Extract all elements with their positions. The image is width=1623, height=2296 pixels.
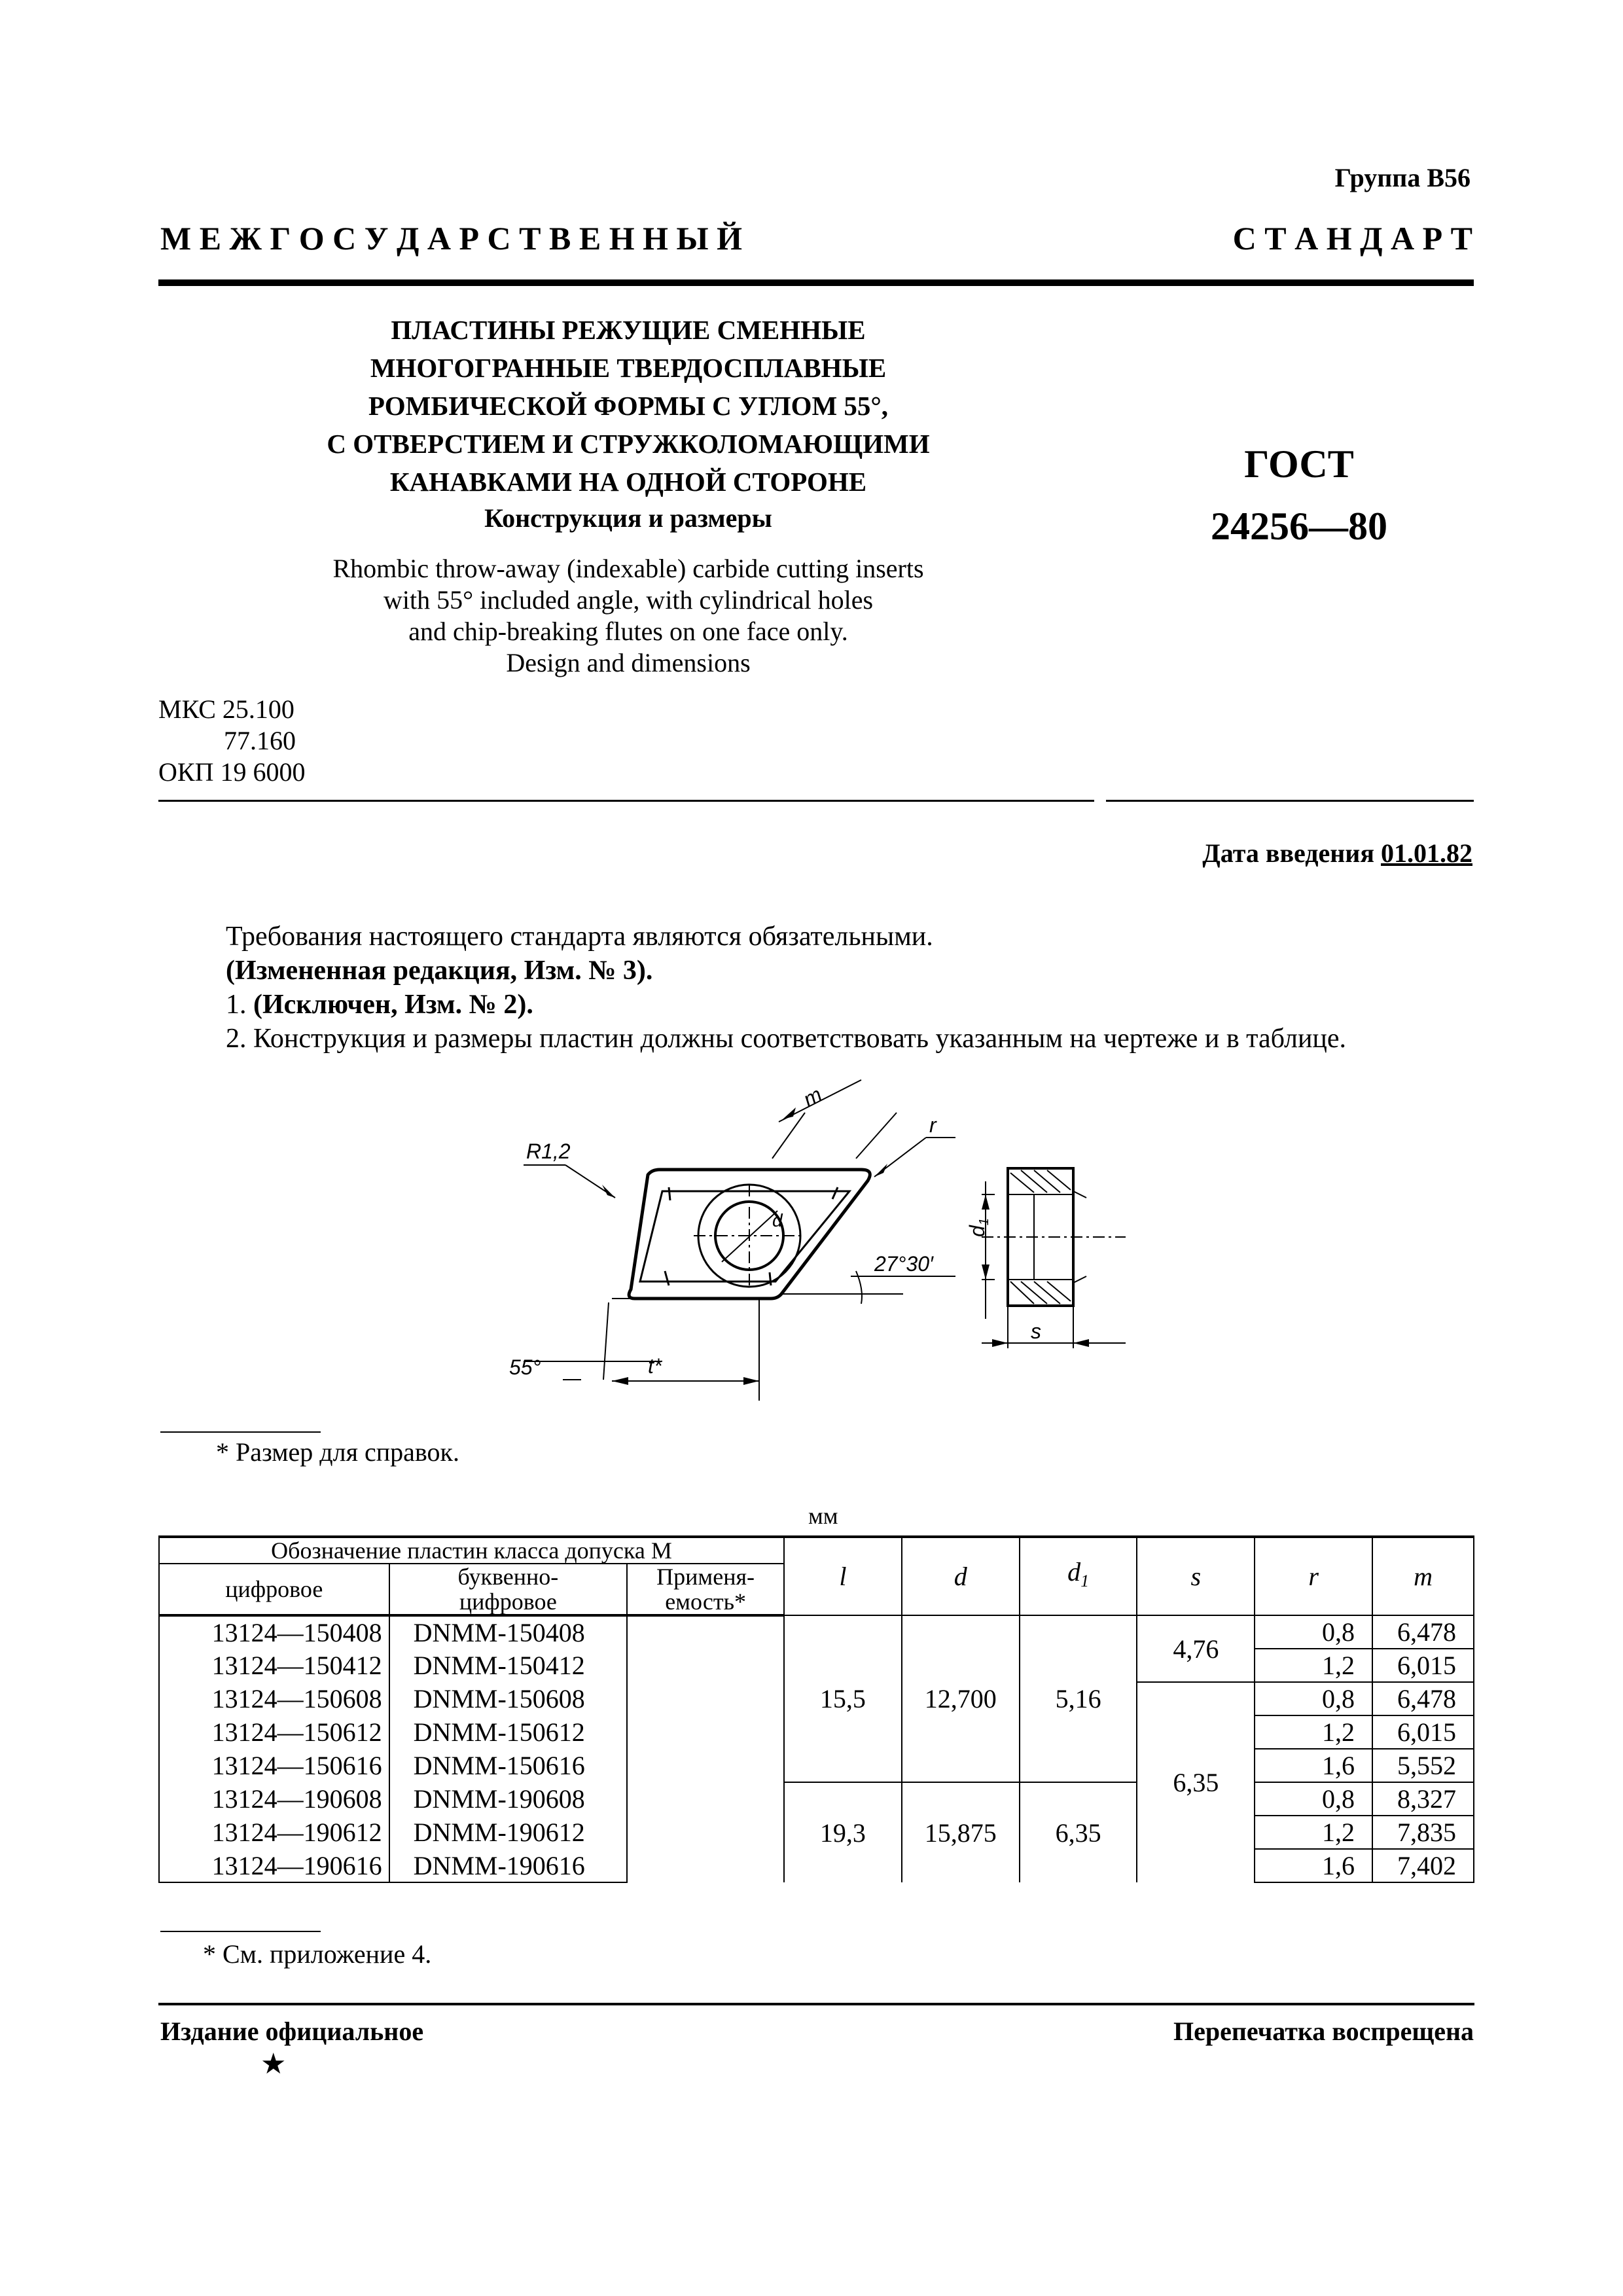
body-text	[226, 920, 1482, 1056]
header-designation: Обозначение пластин класса допуска М	[159, 1537, 784, 1564]
insert-drawing	[497, 1060, 1139, 1401]
cell-alnum: DNMM-150412	[389, 1649, 628, 1682]
header-digital: цифровое	[159, 1564, 389, 1615]
label-s: s	[1031, 1319, 1041, 1343]
label-angle-55: 55°	[509, 1355, 541, 1379]
section-view	[982, 1168, 1126, 1348]
header-applicability: Применя- емость*	[627, 1564, 784, 1615]
rhombus-view	[524, 1080, 955, 1401]
cell-m: 8,327	[1372, 1782, 1474, 1816]
subtitle: Конструкция и размеры	[484, 503, 772, 533]
cell-m: 6,478	[1372, 1615, 1474, 1649]
gost-number: 24256—80	[1211, 505, 1387, 548]
footnote-rule	[160, 1431, 321, 1433]
cell-d1: 5,16	[1020, 1615, 1137, 1782]
label-d: d	[772, 1210, 783, 1230]
star-icon: ★	[260, 2048, 287, 2080]
paragraph: Требования настоящего стандарта являются обязательными.	[226, 922, 933, 952]
standard-banner	[160, 219, 1472, 257]
cell-r: 0,8	[1255, 1782, 1372, 1816]
header-r: r	[1255, 1537, 1372, 1615]
banner-word-1: М Е Ж Г О С У Д А Р С Т В Е Н Н Ы Й	[160, 220, 742, 257]
item-note: (Исключен, Изм. № 2).	[253, 990, 533, 1020]
cell-alnum: DNMM-190616	[389, 1849, 628, 1882]
header-rule	[158, 279, 1474, 286]
intro-date-value: 01.01.82	[1381, 838, 1472, 868]
cell-digital: 13124—150608	[159, 1682, 389, 1715]
title-line: С ОТВЕРСТИЕМ И СТРУЖКОЛОМАЮЩИМИ	[327, 429, 930, 459]
title-en-line: with 55° included angle, with cylindrical holes	[383, 585, 874, 615]
cell-m: 6,478	[1372, 1682, 1474, 1715]
classifiers	[158, 694, 305, 788]
reprint-notice: Перепечатка воспрещена	[1173, 2017, 1474, 2046]
mks-code: 77.160	[224, 726, 296, 755]
label-d1: d1	[965, 1218, 991, 1237]
cell-digital: 13124—150616	[159, 1749, 389, 1782]
header-l: l	[784, 1537, 902, 1615]
cell-s: 6,35	[1137, 1682, 1255, 1882]
cell-applicability	[627, 1615, 784, 1882]
mks-code: МКС 25.100	[158, 694, 294, 724]
cell-d1: 6,35	[1020, 1782, 1137, 1882]
okp-code: ОКП 19 6000	[158, 757, 306, 787]
cell-alnum: DNMM-150408	[389, 1615, 628, 1649]
table-row	[159, 1782, 1474, 1816]
drawing-labels	[509, 1083, 1041, 1379]
title-line: МНОГОГРАННЫЕ ТВЕРДОСПЛАВНЫЕ	[370, 353, 887, 383]
footnote-appendix: * См. приложение 4.	[203, 1939, 432, 1969]
item-number: 1.	[226, 990, 253, 1020]
cell-alnum: DNMM-150608	[389, 1682, 628, 1715]
banner-word-2: С Т А Н Д А Р Т	[1232, 220, 1472, 257]
cell-r: 1,2	[1255, 1715, 1372, 1749]
cell-m: 5,552	[1372, 1749, 1474, 1782]
cell-m: 7,402	[1372, 1849, 1474, 1882]
cell-m: 7,835	[1372, 1816, 1474, 1849]
title-en-line: and chip-breaking flutes on one face only.	[408, 617, 848, 646]
table-row	[159, 1615, 1474, 1649]
cell-r: 0,8	[1255, 1682, 1372, 1715]
cell-alnum: DNMM-190612	[389, 1816, 628, 1849]
paragraph: (Измененная редакция, Изм. № 3).	[226, 956, 653, 986]
title-en-line: Rhombic throw-away (indexable) carbide cutting inserts	[332, 554, 924, 583]
footer-rule	[158, 2003, 1474, 2005]
edition-label: Издание официальное	[160, 2017, 424, 2046]
cell-l: 15,5	[784, 1615, 902, 1782]
intro-date	[1202, 838, 1472, 869]
cell-r: 1,2	[1255, 1816, 1372, 1849]
label-t: t*	[648, 1354, 662, 1378]
title-line: КАНАВКАМИ НА ОДНОЙ СТОРОНЕ	[389, 467, 867, 497]
cell-l: 19,3	[784, 1782, 902, 1882]
cell-d: 12,700	[902, 1615, 1020, 1782]
title-russian	[249, 311, 1008, 501]
cell-r: 1,6	[1255, 1849, 1372, 1882]
title-english	[249, 553, 1008, 679]
cell-r: 1,2	[1255, 1649, 1372, 1682]
title-line: ПЛАСТИНЫ РЕЖУЩИЕ СМЕННЫЕ	[391, 315, 866, 345]
label-m: m	[799, 1082, 826, 1111]
cell-r: 0,8	[1255, 1615, 1372, 1649]
cell-alnum: DNMM-150616	[389, 1749, 628, 1782]
cell-digital: 13124—150612	[159, 1715, 389, 1749]
footnote-rule	[160, 1931, 321, 1932]
cell-digital: 13124—190608	[159, 1782, 389, 1816]
dimensions-table	[158, 1535, 1474, 1883]
paragraph	[226, 988, 1482, 1022]
cell-digital: 13124—150412	[159, 1649, 389, 1682]
gost-label: ГОСТ	[1244, 442, 1354, 486]
group-label: Группа В56	[1334, 163, 1471, 192]
intro-date-label: Дата введения	[1202, 838, 1374, 868]
header-s: s	[1137, 1537, 1255, 1615]
cell-digital: 13124—150408	[159, 1615, 389, 1649]
header-alnum: буквенно- цифровое	[389, 1564, 628, 1615]
cell-s: 4,76	[1137, 1615, 1255, 1682]
cell-m: 6,015	[1372, 1649, 1474, 1682]
cell-alnum: DNMM-150612	[389, 1715, 628, 1749]
cell-r: 1,6	[1255, 1749, 1372, 1782]
cell-d: 15,875	[902, 1782, 1020, 1882]
label-angle-2730: 27°30′	[874, 1252, 933, 1276]
cell-alnum: DNMM-190608	[389, 1782, 628, 1816]
divider	[1106, 800, 1474, 802]
title-line: РОМБИЧЕСКОЙ ФОРМЫ С УГЛОМ 55°,	[368, 391, 889, 421]
header-d1: $d_1$	[1020, 1537, 1137, 1615]
divider	[158, 800, 1094, 802]
cell-m: 6,015	[1372, 1715, 1474, 1749]
footnote-reference-size: * Размер для справок.	[216, 1437, 459, 1467]
table-unit: мм	[808, 1503, 838, 1529]
header-m: m	[1372, 1537, 1474, 1615]
cell-digital: 13124—190616	[159, 1849, 389, 1882]
title-en-line: Design and dimensions	[506, 648, 751, 677]
paragraph: 2. Конструкция и размеры пластин должны соответствовать указанным на чертеже и в таблице.	[226, 1024, 1347, 1054]
header-d: d	[902, 1537, 1020, 1615]
cell-digital: 13124—190612	[159, 1816, 389, 1849]
label-r12: R1,2	[526, 1139, 571, 1163]
label-r: r	[929, 1113, 936, 1137]
